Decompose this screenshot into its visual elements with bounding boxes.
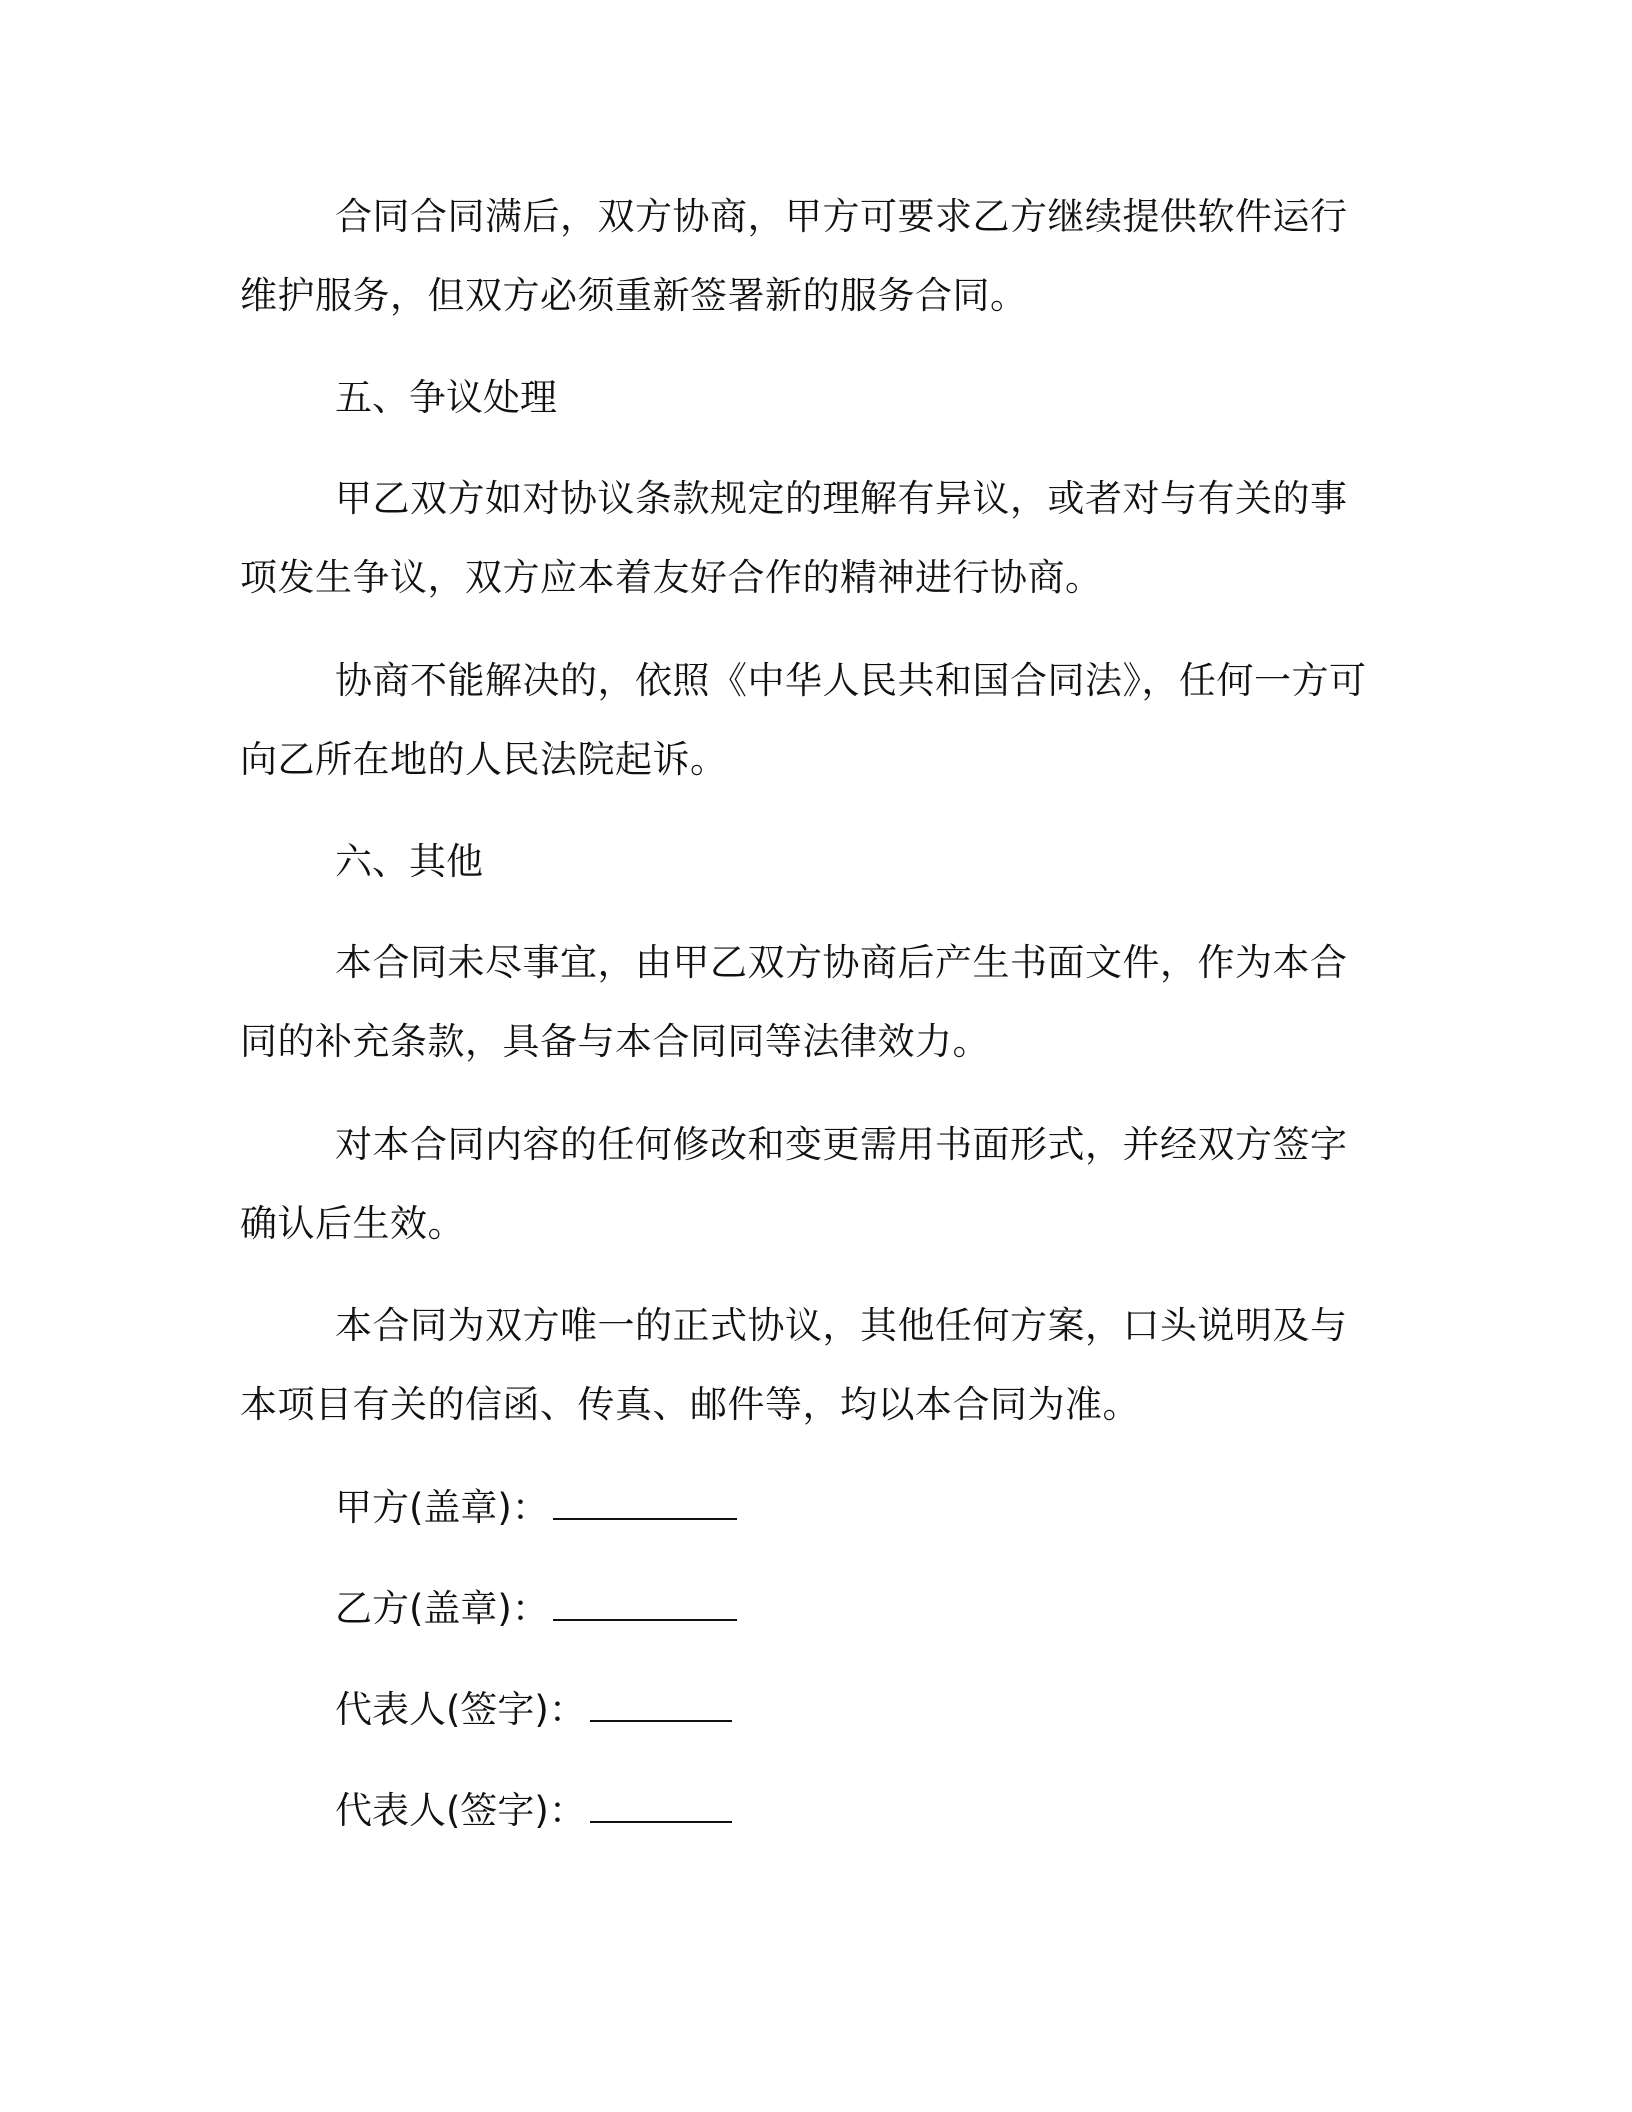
- signature-party-a-blank[interactable]: [553, 1484, 737, 1520]
- paragraph-renewal: 合同合同满后，双方协商，甲方可要求乙方继续提供软件运行维护服务，但双方必须重新签署新的服务合同。: [240, 195, 1348, 317]
- section-heading-other: 六、其他: [335, 840, 483, 883]
- signature-party-a-label: 甲方(盖章)：: [335, 1486, 549, 1529]
- paragraph-supplement: 本合同未尽事宜，由甲乙双方协商后产生书面文件，作为本合同的补充条款，具备与本合同同等法律效力。: [240, 941, 1348, 1063]
- paragraph-sole-agreement: 本合同为双方唯一的正式协议，其他任何方案，口头说明及与本项目有关的信函、传真、邮件等，均以本合同为准。: [240, 1304, 1348, 1426]
- signature-representative-1-label: 代表人(签字)：: [335, 1688, 586, 1731]
- paragraph-dispute-court: 协商不能解决的，依照《中华人民共和国合同法》，任何一方可向乙所在地的人民法院起诉。: [240, 659, 1367, 781]
- signature-representative-2-label: 代表人(签字)：: [335, 1789, 586, 1832]
- section-heading-dispute: 五、争议处理: [335, 376, 557, 419]
- signature-party-a: [335, 1468, 737, 1547]
- signature-representative-1: [335, 1670, 732, 1749]
- paragraph-dispute-negotiation: 甲乙双方如对协议条款规定的理解有异议，或者对与有关的事项发生争议，双方应本着友好合作的精神进行协商。: [240, 477, 1348, 599]
- signature-party-b: [335, 1569, 737, 1648]
- signature-representative-2-blank[interactable]: [590, 1787, 732, 1823]
- signature-representative-1-blank[interactable]: [590, 1686, 732, 1722]
- signature-representative-2: [335, 1771, 732, 1850]
- signature-party-b-label: 乙方(盖章)：: [335, 1587, 549, 1630]
- paragraph-modification: 对本合同内容的任何修改和变更需用书面形式，并经双方签字确认后生效。: [240, 1123, 1348, 1245]
- signature-party-b-blank[interactable]: [553, 1585, 737, 1621]
